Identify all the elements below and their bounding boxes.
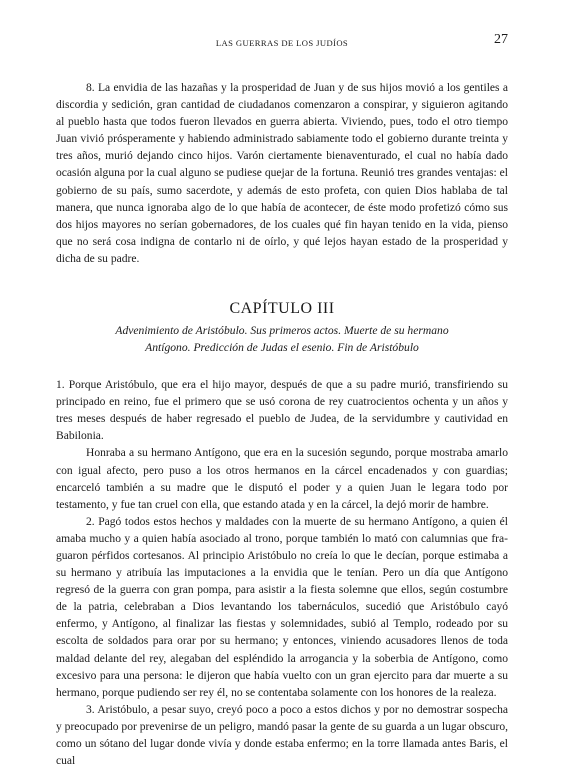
chapter-subtitle: [56, 322, 508, 356]
chapter-subtitle-line-1: Advenimiento de Aristóbulo. Sus primeros actos. Muerte de su hermano: [115, 324, 449, 338]
chapter-title: CAPÍTULO III: [229, 300, 335, 318]
running-title: LAS GUERRAS DE LOS JUDÍOS: [215, 38, 349, 48]
paragraph-3: 3. Aristóbulo, a pesar suyo, creyó poco a poco a estos dichos y por no demostrar sospecha y preocupado por prevenirse de un peligro, mandó pasar la gente de su guarda a un lugar obscuro, como un sótano del lugar donde vivía y donde estaba enfermo; en la torre llamada antes Baris, el cual: [56, 703, 508, 768]
paragraph-1: 1. Porque Aristóbulo, que era el hijo mayor, después de que a su padre murió, transfiriendo su principado en reino, fue el primero que se usó corona de rey cuatrocientos ochenta y un años y tres meses después de haber regresado el pueblo de Judea, de la servidumbre y cautividad en Babilonia.: [56, 379, 508, 443]
chapter-subtitle-line-2: Antígono. Predicción de Judas el esenio. Fin de Aristóbulo: [145, 341, 419, 355]
chapter-body: [56, 377, 508, 770]
paragraph-2: 2. Pagó todos estos hechos y maldades con la muerte de su hermano Antígono, a quien él amaba mucho y a quien había asociado al trono, porque también lo mató con calumnias que fraguaron pérfidos cortesanos. Al principio Aristóbulo no creía lo que le decían, porque estimaba a su hermano y atribuía las imputaciones a la envidia que le tenían. Pero un día que Antígono regresó de la guerra con gran pompa, para asistir a la fiesta solemne que ellos, según costumbre de la patria, celebraban a Dios levantando los tabernáculos, sucedió que Aristóbulo cayó enfermo, y Antígono, al finalizar las fiestas y solemnidades, subió al Templo, rodeado por su escolta de soldados para orar por su hermano; y entonces, viniendo acusadores llenos de toda maldad delante del rey, alegaban del espléndido la arrogancia y la soberbia de Antígono, como excesivo para una persona: le dijeron que había vuelto con un gran ejercito para dar muerte a su hermano, porque pudiendo ser rey él, no se contentaba solamente con los honores de la realeza.: [56, 515, 508, 699]
page-number: 27: [494, 32, 508, 47]
paragraph-honraba: Honraba a su hermano Antígono, que era en la sucesión segundo, porque mostraba amarlo con igual afecto, pero puso a los otros hermanos en la cárcel encadenados y con guardias; encarceló también a su madre que le disputó el poder y a quien Juan le legara todo por testamento, y fue tan cruel con ella, que estando atada y en la cárcel, la dejó morir de hambre.: [56, 447, 508, 511]
book-page: [56, 30, 508, 770]
running-head: [56, 30, 508, 52]
paragraph-8: 8. La envidia de las hazañas y la prosperidad de Juan y de sus hijos movió a los gentiles a discordia y sedición, gran cantidad de ciudadanos comenzaron a conspirar, y siguieron agitando al pueblo hasta que todos fueron llevados en guerra abierta. Viviendo, pues, todo el otro tiempo Juan vivió prósperamente y habiendo administrado sabiamente todo el gobierno durante treinta y tres años, murió dejando cinco hijos. Varón ciertamente bienaventurado, el cual no había dado ocasión alguna por la cual alguno se pudiese quejar de la fortuna. Reunió tres grandes ventajas: el gobierno de su país, sumo sacerdote, y además de esto profeta, con quien Dios hablaba de tal manera, que nunca ignoraba algo de lo que había de acontecer, de éste modo profetizó cómo sus dos hijos mayores no serían gobernadores, de los cuales qué fin hayan tenido en la vida, pienso que no será cosa indigna de contarlo ni de oírlo, y qué lejos hayan estado de la prosperidad y dicha de su padre.: [56, 82, 508, 265]
